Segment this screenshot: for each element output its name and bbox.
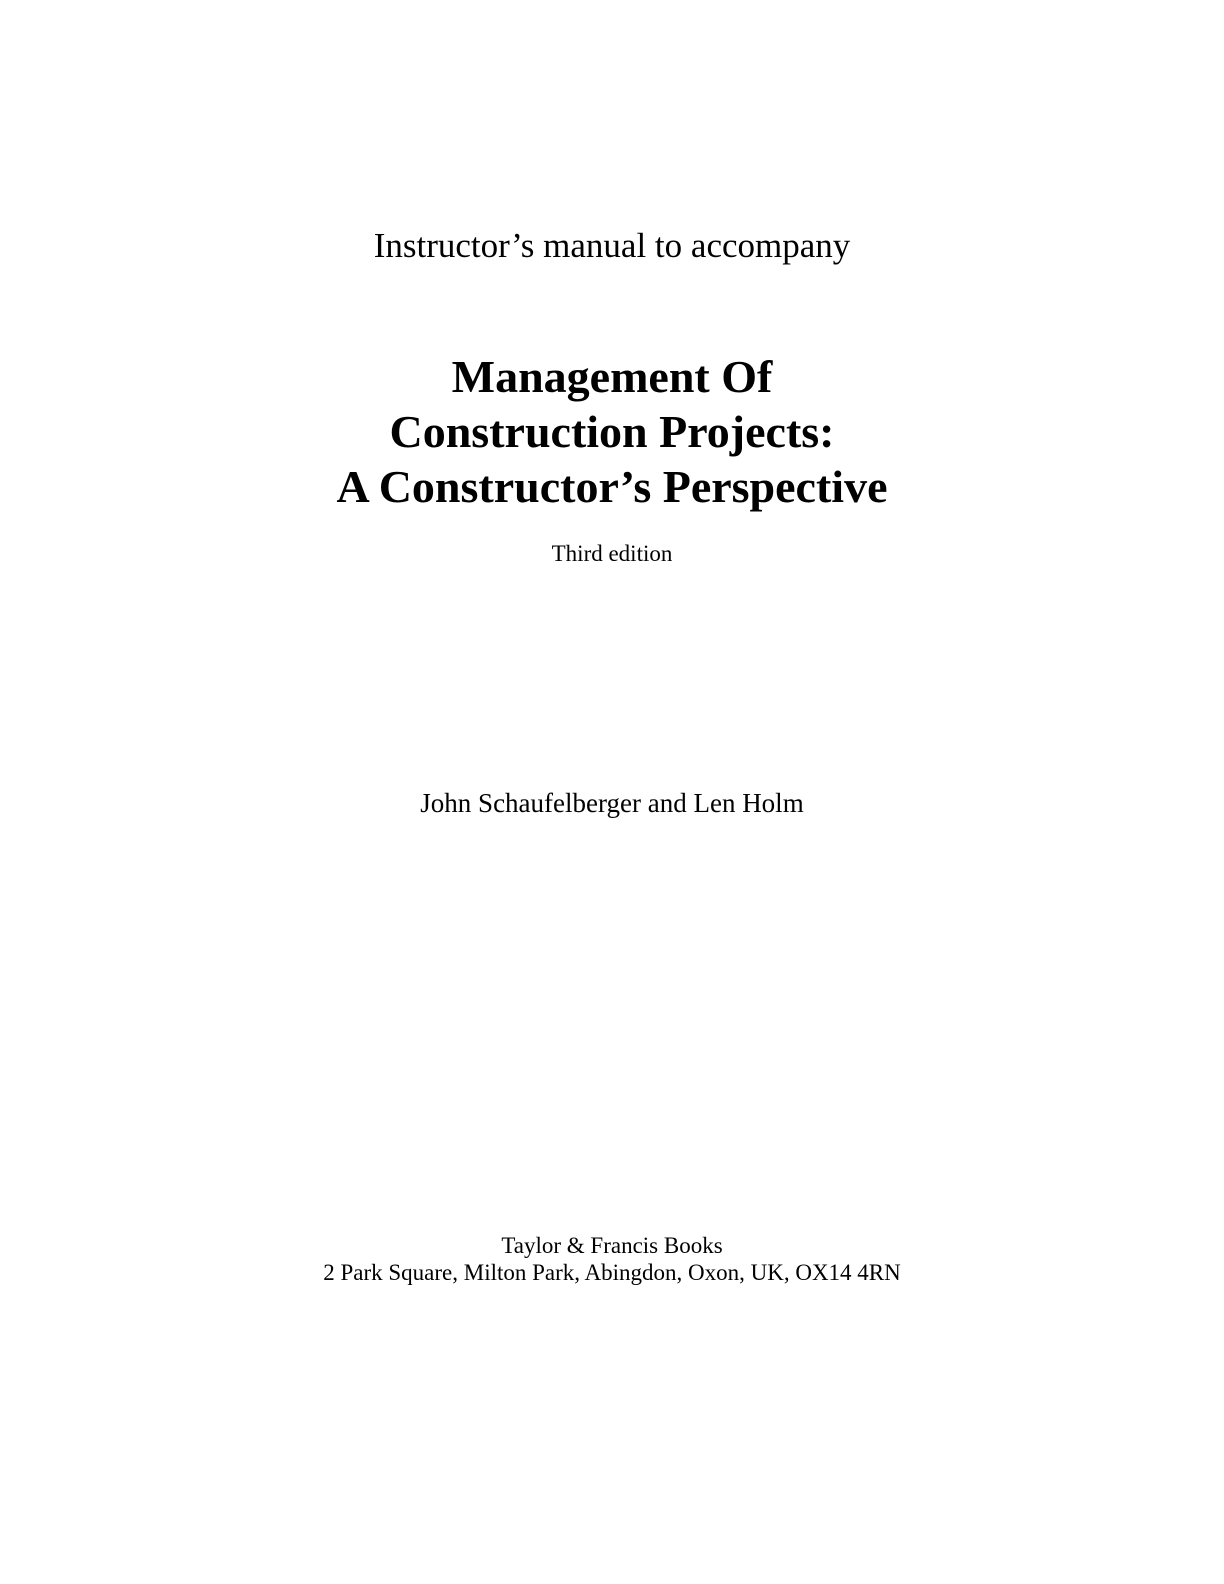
book-title-line-1: Management Of (451, 351, 773, 402)
manual-intro-text: Instructor’s manual to accompany (373, 226, 851, 265)
authors-text: John Schaufelberger and Len Holm (420, 788, 804, 818)
book-title-line-3: A Constructor’s Perspective (336, 461, 888, 512)
edition-text: Third edition (551, 541, 673, 566)
publisher-address: 2 Park Square, Milton Park, Abingdon, Oxon, UK, OX14 4RN (323, 1260, 901, 1285)
book-title-line-2: Construction Projects: (389, 406, 835, 457)
publisher-block (0, 1232, 1224, 1286)
book-title (0, 349, 1224, 514)
publisher-name: Taylor & Francis Books (501, 1233, 723, 1258)
